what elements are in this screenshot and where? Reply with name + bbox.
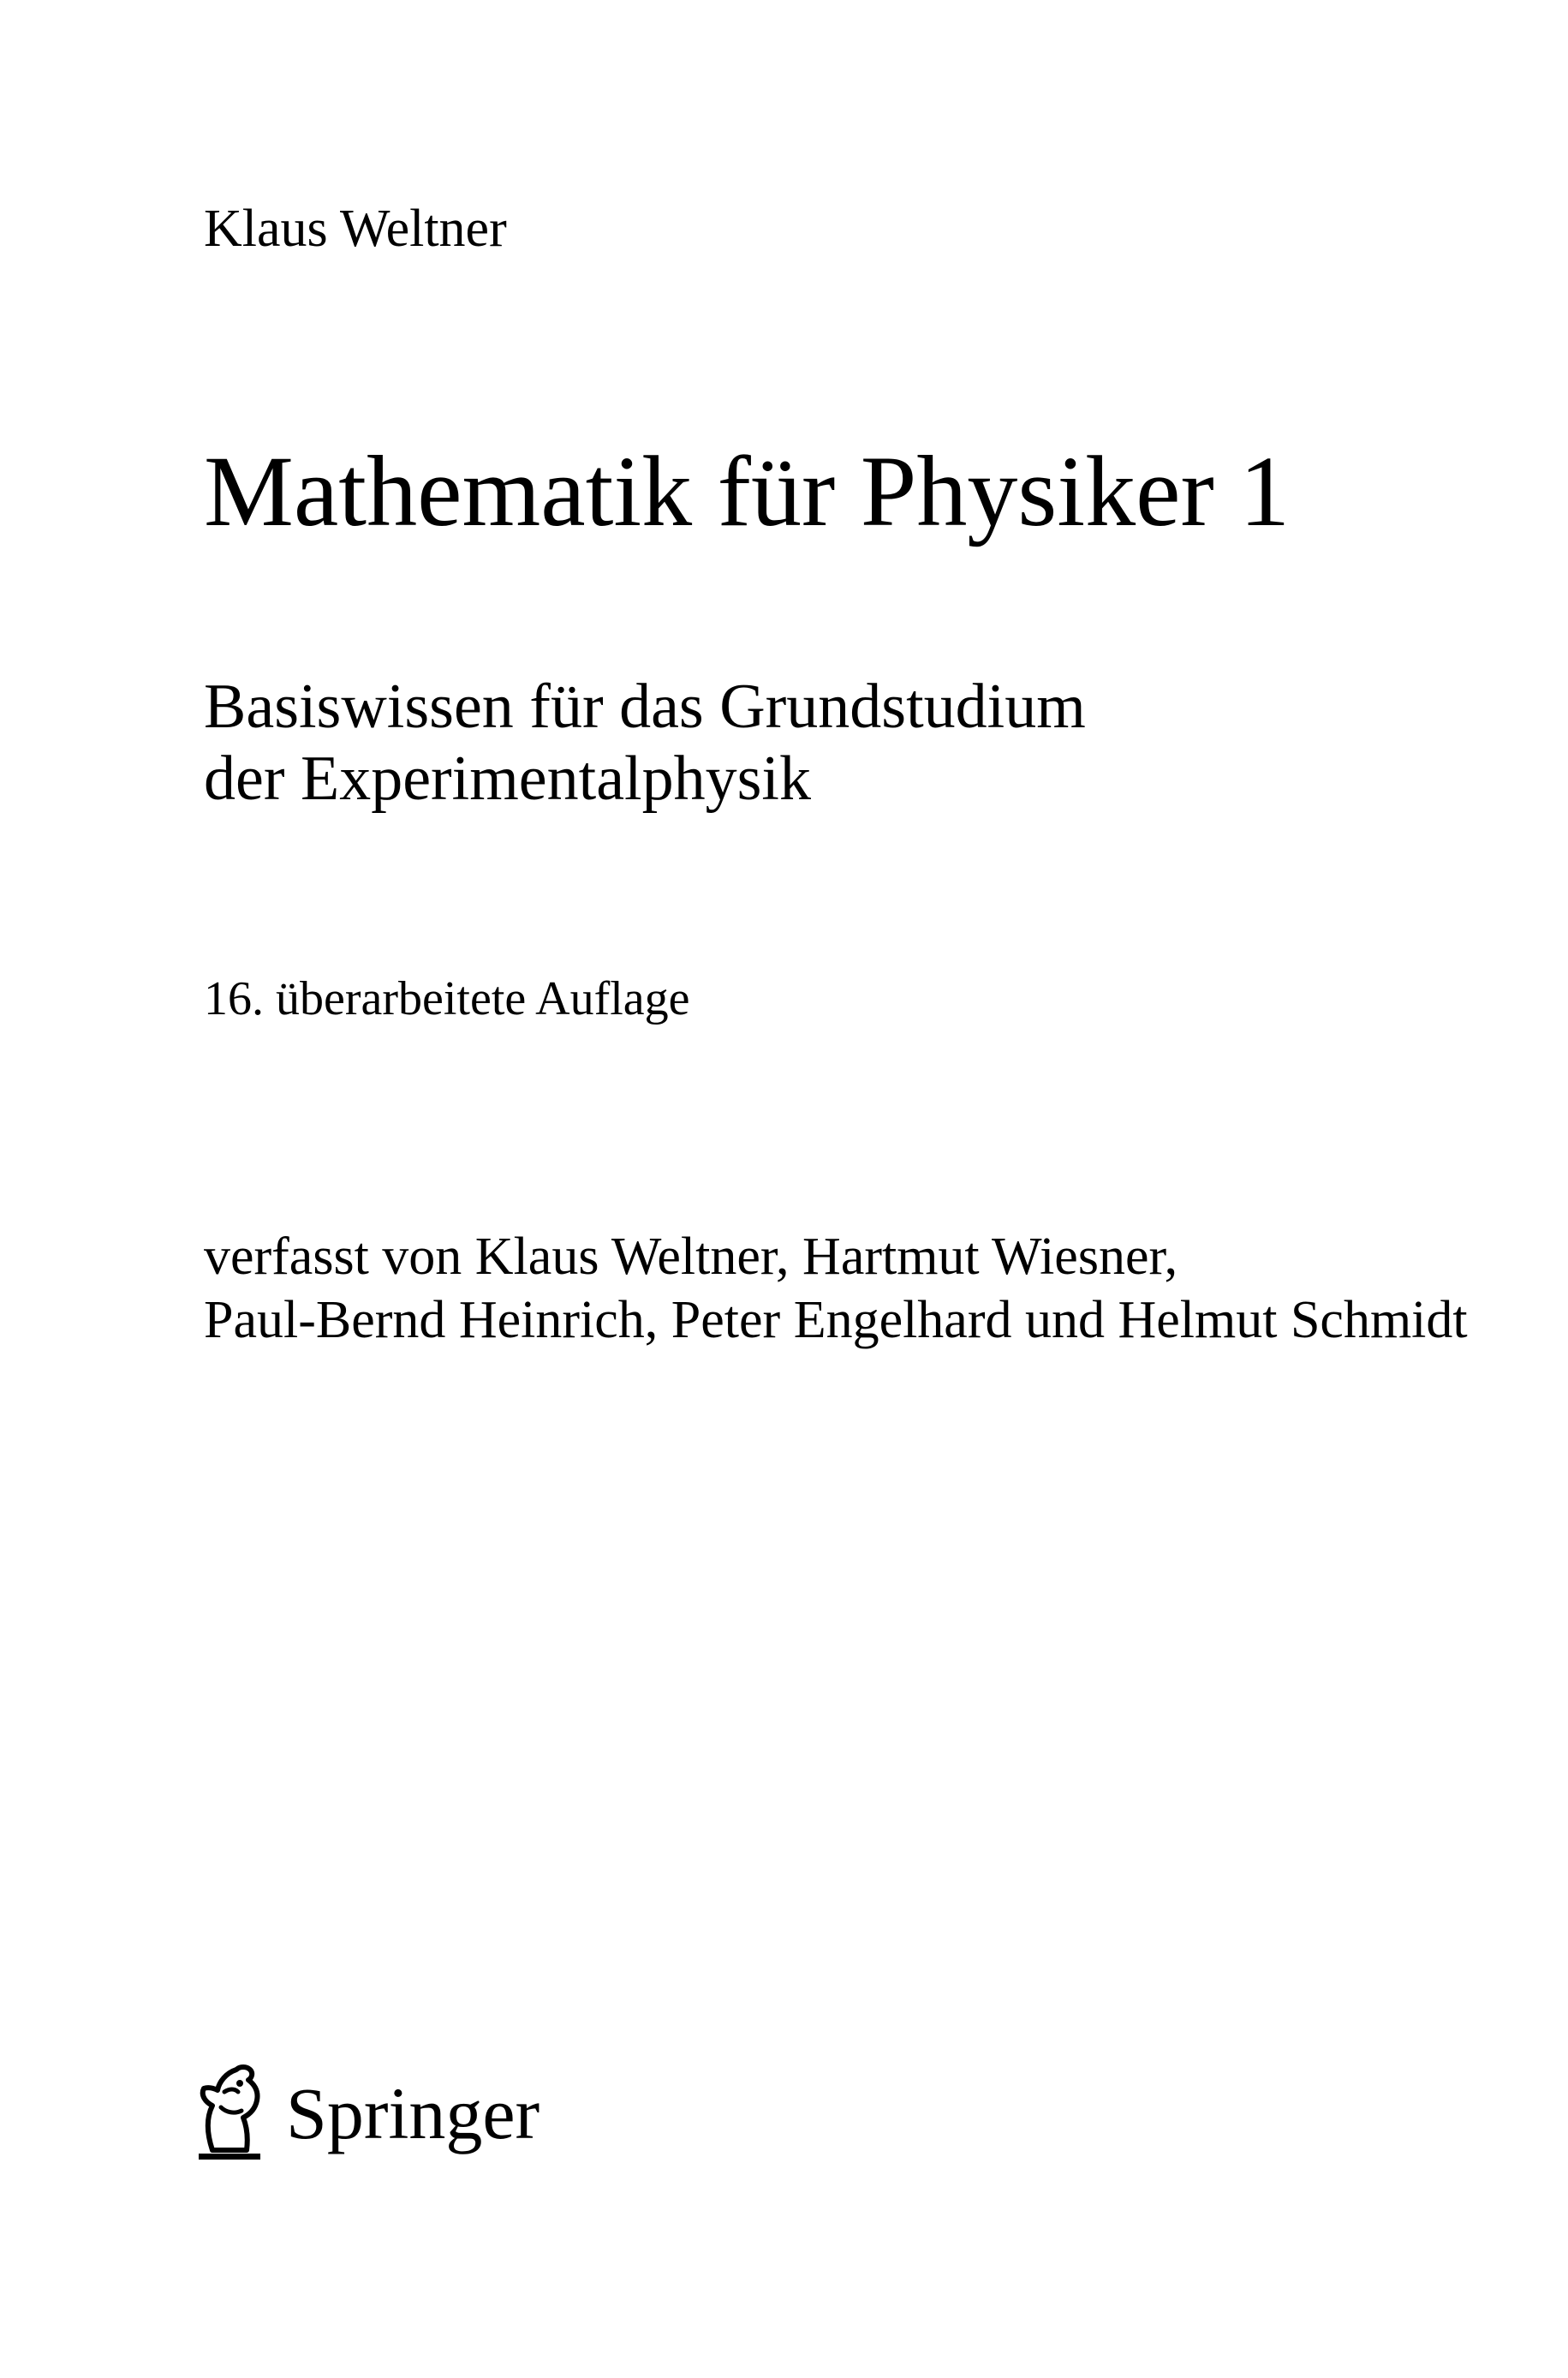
publisher-name: Springer xyxy=(286,2072,540,2154)
contributors-line-2: Paul-Bernd Heinrich, Peter Engelhard und Helmut Schmidt xyxy=(204,1291,1468,1349)
subtitle-line-2: der Experimentalphysik xyxy=(204,744,811,814)
contributors-line-1: verfasst von Klaus Weltner, Hartmut Wiesner, xyxy=(204,1228,1178,1286)
book-title: Mathematik für Physiker 1 xyxy=(204,435,1291,547)
springer-horse-head-icon xyxy=(187,2058,272,2169)
author-name: Klaus Weltner xyxy=(204,200,507,258)
publisher-imprint xyxy=(187,2049,540,2178)
subtitle-line-1: Basiswissen für das Grundstudium xyxy=(204,672,1086,742)
edition-label: 16. überarbeitete Auflage xyxy=(204,972,690,1025)
